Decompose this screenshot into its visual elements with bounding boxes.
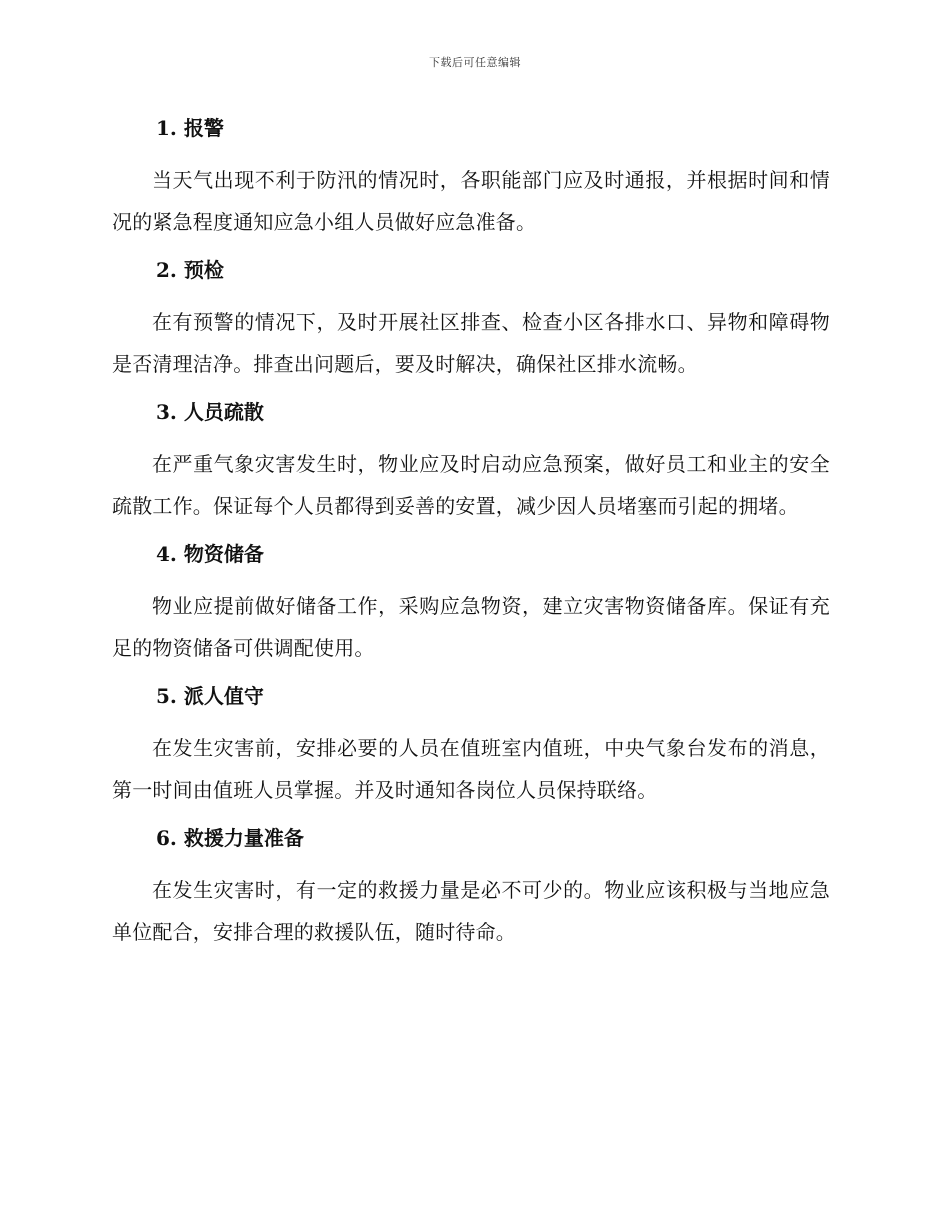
section-supplies — [112, 533, 830, 669]
section-paragraph: 在发生灾害前，安排必要的人员在值班室内值班，中央气象台发布的消息，第一时间由值班人员掌握。并及时通知各岗位人员保持联络。 — [112, 736, 830, 802]
section-heading: 2. 预检 — [156, 258, 224, 282]
section-precheck — [112, 249, 830, 385]
page-header: 下载后可任意编辑 — [429, 56, 521, 69]
section-heading: 1. 报警 — [156, 116, 224, 140]
section-heading: 4. 物资储备 — [156, 542, 264, 566]
section-paragraph: 在有预警的情况下，及时开展社区排查、检查小区各排水口、异物和障碍物是否清理洁净。排查出问题后，要及时解决，确保社区排水流畅。 — [112, 310, 830, 376]
section-alarm — [112, 107, 830, 243]
section-evacuation — [112, 391, 830, 527]
section-paragraph: 物业应提前做好储备工作，采购应急物资，建立灾害物资储备库。保证有充足的物资储备可供调配使用。 — [112, 594, 830, 660]
section-paragraph: 当天气出现不利于防汛的情况时，各职能部门应及时通报，并根据时间和情况的紧急程度通知应急小组人员做好应急准备。 — [112, 168, 830, 234]
section-paragraph: 在发生灾害时，有一定的救援力量是必不可少的。物业应该积极与当地应急单位配合，安排合理的救援队伍，随时待命。 — [112, 878, 830, 944]
section-heading: 5. 派人值守 — [156, 684, 264, 708]
section-heading: 3. 人员疏散 — [156, 400, 264, 424]
document-body — [112, 107, 830, 959]
section-heading: 6. 救援力量准备 — [156, 826, 304, 850]
section-duty — [112, 675, 830, 811]
section-rescue — [112, 817, 830, 953]
section-paragraph: 在严重气象灾害发生时，物业应及时启动应急预案，做好员工和业主的安全疏散工作。保证每个人员都得到妥善的安置，减少因人员堵塞而引起的拥堵。 — [112, 452, 830, 518]
